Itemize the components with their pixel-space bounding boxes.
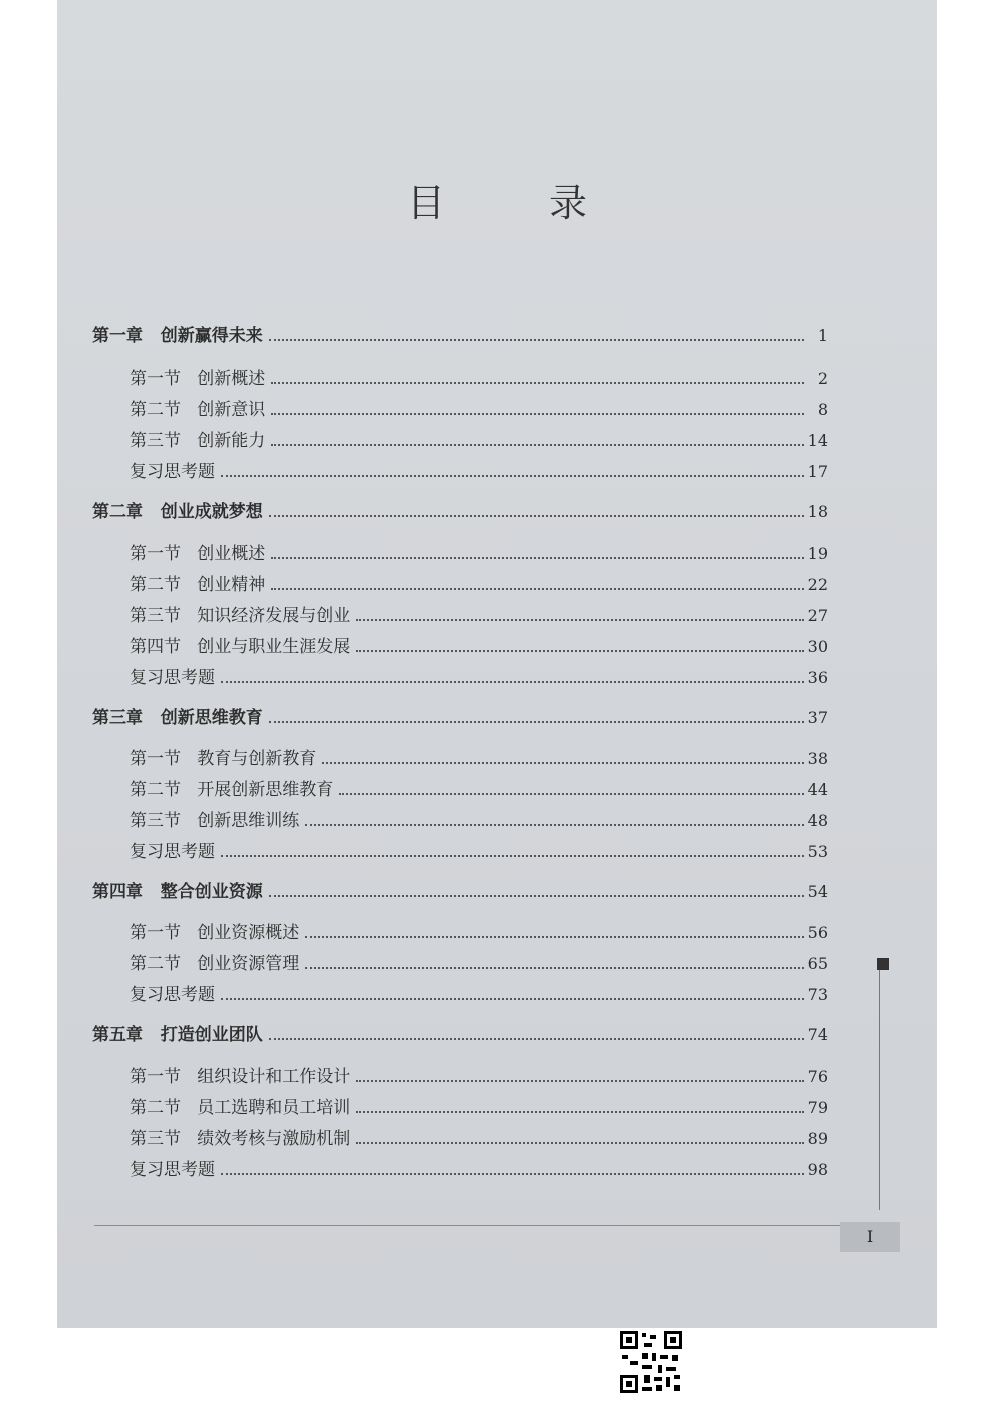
toc-label: 第二节 开展创新思维教育 [130, 780, 334, 800]
title-char-1: 目 [407, 181, 446, 225]
toc-page-number: 76 [807, 1067, 828, 1086]
toc-section-row [130, 806, 828, 831]
toc-label: 第一节 创新概述 [130, 369, 266, 389]
toc-page-number: 48 [807, 811, 828, 830]
toc-page-number: 36 [807, 668, 828, 687]
book-page [57, 0, 937, 1328]
toc-section-row [130, 1124, 828, 1149]
toc-label: 第一节 教育与创新教育 [130, 749, 317, 769]
dot-leader [221, 1172, 804, 1175]
toc-section-row [130, 632, 828, 657]
dot-leader [269, 720, 804, 723]
footer-rule [94, 1224, 884, 1226]
toc-label: 复习思考题 [130, 1160, 215, 1180]
toc-label: 第二节 创新意识 [130, 400, 266, 420]
toc-label: 第四节 创业与职业生涯发展 [130, 637, 351, 657]
dot-leader [271, 556, 803, 559]
toc-section-row [130, 570, 828, 595]
toc-page-number: 37 [807, 708, 828, 727]
toc-label: 第一节 组织设计和工作设计 [130, 1067, 351, 1087]
toc-section-row [130, 539, 828, 564]
toc-label: 第三节 知识经济发展与创业 [130, 606, 351, 626]
dot-leader [271, 587, 803, 590]
toc-page-number: 8 [817, 400, 828, 419]
dot-leader [305, 966, 803, 969]
dot-leader [305, 935, 803, 938]
toc-page-number: 30 [807, 637, 828, 656]
toc-section-row [130, 1093, 828, 1118]
toc-section-row [130, 980, 828, 1005]
toc-section-row [130, 364, 828, 389]
dot-leader [269, 1037, 804, 1040]
toc-page-number: 2 [817, 369, 828, 388]
qr-code-icon [620, 1331, 682, 1393]
toc-page-number: 89 [807, 1129, 828, 1148]
dot-leader [356, 1079, 803, 1082]
toc-page-number: 14 [807, 431, 828, 450]
dot-leader [271, 443, 803, 446]
toc-section-row [130, 395, 828, 420]
toc-label: 第三章 创新思维教育 [92, 708, 263, 728]
toc-page-number: 44 [807, 780, 828, 799]
toc-section-row [130, 457, 828, 482]
toc-page-number: 27 [807, 606, 828, 625]
toc-chapter-row [92, 877, 828, 902]
toc-section-row [130, 918, 828, 943]
toc-page-number: 22 [807, 575, 828, 594]
corner-mark [877, 958, 889, 970]
toc-label: 第三节 创新能力 [130, 431, 266, 451]
toc-chapter-row [92, 497, 828, 522]
page-number: I [840, 1222, 900, 1252]
toc-label: 第三节 绩效考核与激励机制 [130, 1129, 351, 1149]
toc-page-number: 98 [807, 1160, 828, 1179]
toc-page-number: 74 [807, 1025, 828, 1044]
toc-page-number: 54 [807, 882, 828, 901]
dot-leader [356, 618, 803, 621]
toc-label: 复习思考题 [130, 842, 215, 862]
toc-chapter-row [92, 1020, 828, 1045]
toc-section-row [130, 1062, 828, 1087]
toc-page-number: 19 [807, 544, 828, 563]
dot-leader [356, 649, 803, 652]
toc-chapter-row [92, 321, 828, 346]
dot-leader [221, 680, 804, 683]
dot-leader [339, 792, 803, 795]
toc-page-number: 38 [807, 749, 828, 768]
toc-label: 第二节 创业精神 [130, 575, 266, 595]
dot-leader [221, 854, 804, 857]
toc-section-row [130, 601, 828, 626]
toc-page-number: 65 [807, 954, 828, 973]
dot-leader [269, 894, 804, 897]
title-char-2: 录 [548, 181, 587, 225]
toc-label: 第二节 员工选聘和员工培训 [130, 1098, 351, 1118]
toc-label: 复习思考题 [130, 668, 215, 688]
page-title [407, 172, 587, 227]
toc-label: 第一章 创新赢得未来 [92, 326, 263, 346]
toc-label: 第一节 创业资源概述 [130, 923, 300, 943]
dot-leader [356, 1110, 803, 1113]
dot-leader [356, 1141, 803, 1144]
toc-section-row [130, 949, 828, 974]
toc-section-row [130, 744, 828, 769]
toc-page-number: 1 [817, 326, 828, 345]
toc-chapter-row [92, 703, 828, 728]
dot-leader [269, 514, 804, 517]
toc-label: 第一节 创业概述 [130, 544, 266, 564]
toc-label: 第三节 创新思维训练 [130, 811, 300, 831]
toc-page-number: 53 [807, 842, 828, 861]
toc-section-row [130, 837, 828, 862]
toc-label: 复习思考题 [130, 985, 215, 1005]
toc-label: 第二章 创业成就梦想 [92, 502, 263, 522]
dot-leader [271, 381, 804, 384]
dot-leader [221, 474, 804, 477]
dot-leader [322, 761, 803, 764]
dot-leader [269, 338, 804, 341]
dot-leader [305, 823, 803, 826]
toc-section-row [130, 775, 828, 800]
toc-section-row [130, 426, 828, 451]
toc-section-row [130, 1155, 828, 1180]
toc-label: 第二节 创业资源管理 [130, 954, 300, 974]
toc-page-number: 73 [807, 985, 828, 1004]
toc-page-number: 18 [807, 502, 828, 521]
toc-label: 第四章 整合创业资源 [92, 882, 263, 902]
toc-page-number: 17 [807, 462, 828, 481]
dot-leader [271, 412, 804, 415]
margin-line [879, 970, 880, 1210]
toc-page-number: 79 [807, 1098, 828, 1117]
toc-page-number: 56 [807, 923, 828, 942]
toc-label: 复习思考题 [130, 462, 215, 482]
dot-leader [221, 997, 804, 1000]
toc-section-row [130, 663, 828, 688]
toc-label: 第五章 打造创业团队 [92, 1025, 263, 1045]
